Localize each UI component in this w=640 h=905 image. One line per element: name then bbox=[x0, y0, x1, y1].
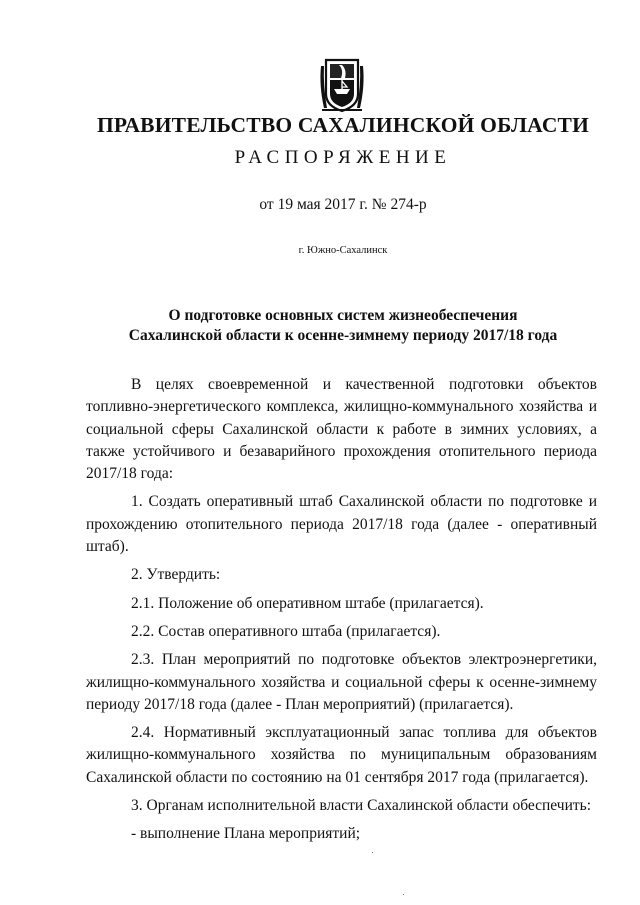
government-title: ПРАВИТЕЛЬСТВО САХАЛИНСКОЙ ОБЛАСТИ bbox=[96, 113, 590, 137]
item-2-3-paragraph: 2.3. План мероприятий по подготовке объектов электроэнергетики, жилищно-коммунального хозяйства и социальной сферы к осенне-зимнему периоду 2017/18 года (далее - План мероприятий) (прилагается). bbox=[86, 651, 597, 713]
document-subject bbox=[100, 306, 586, 346]
scan-speck bbox=[372, 852, 373, 853]
coat-of-arms-icon bbox=[317, 56, 367, 114]
item-2-1-paragraph: 2.1. Положение об оперативном штабе (прилагается). bbox=[131, 594, 484, 612]
item-2-paragraph: 2. Утвердить: bbox=[131, 566, 221, 584]
item-2-2-paragraph: 2.2. Состав оперативного штаба (прилагается). bbox=[131, 622, 441, 640]
document-body bbox=[86, 374, 597, 852]
item-2-4-paragraph: 2.4. Нормативный эксплуатационный запас топлива для объектов жилищно-коммунального хозяйства по муниципальным образованиям Сахалинской области по состоянию на 01 сентября 2017 года (прилагается). bbox=[86, 724, 597, 786]
scan-speck bbox=[403, 894, 404, 895]
item-3-bullet-1: - выполнение Плана мероприятий; bbox=[131, 825, 361, 843]
document-date-number: от 19 мая 2017 г. № 274-р bbox=[259, 196, 427, 213]
document-type: РАСПОРЯЖЕНИЕ bbox=[234, 147, 452, 168]
subject-line-2: Сахалинской области к осенне-зимнему периоду 2017/18 года bbox=[128, 327, 558, 344]
preamble-paragraph: В целях своевременной и качественной подготовки объектов топливно-энергетического комплекса, жилищно-коммунального хозяйства и социальной сферы Сахалинской области к работе в зимних условиях, а также устойчивого и безаварийного прохождения отопительного периода 2017/18 года: bbox=[86, 376, 597, 483]
item-1-paragraph: 1. Создать оперативный штаб Сахалинской области по подготовке и прохождению отопительного периода 2017/18 года (далее - оперативный штаб). bbox=[86, 493, 597, 556]
subject-line-1: О подготовке основных систем жизнеобеспечения bbox=[168, 307, 518, 324]
document-city: г. Южно-Сахалинск bbox=[298, 245, 388, 256]
item-3-paragraph: 3. Органам исполнительной власти Сахалинской области обеспечить: bbox=[131, 797, 592, 815]
